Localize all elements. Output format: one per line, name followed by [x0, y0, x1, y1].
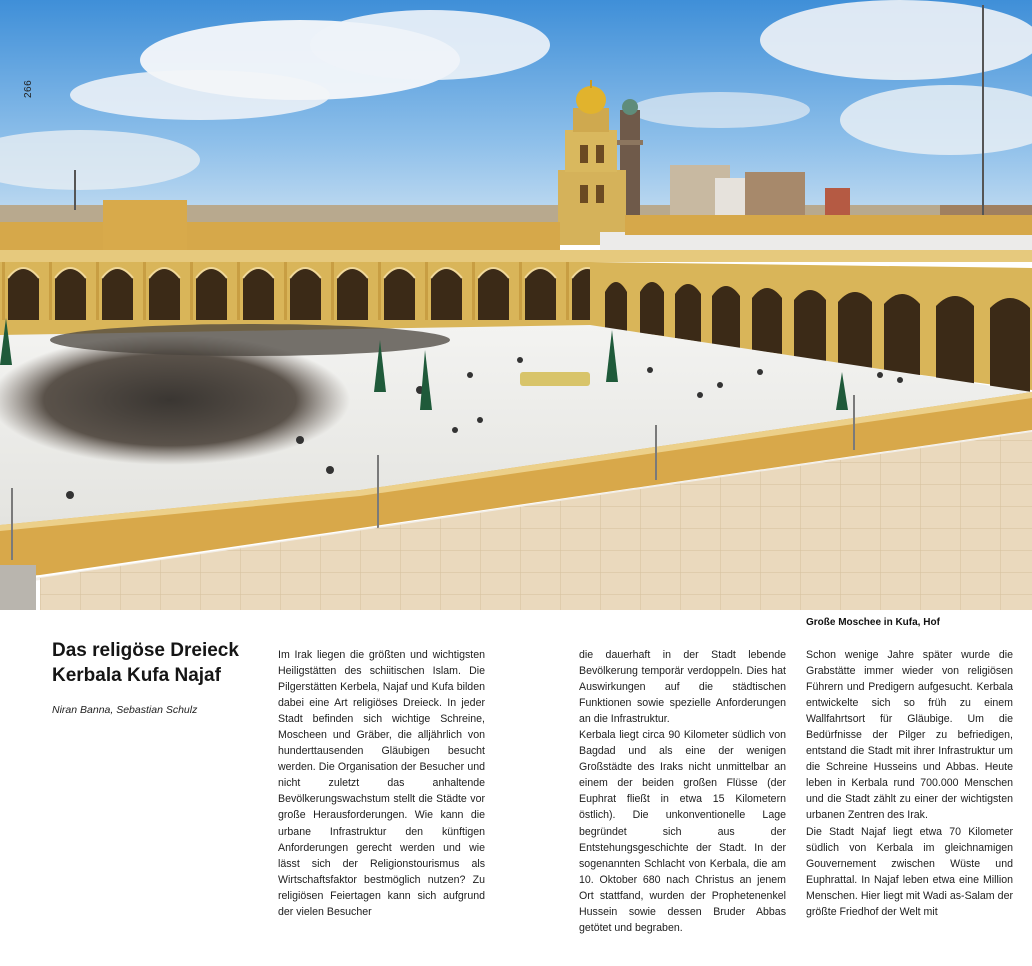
paragraph: Im Irak liegen die größten und wichtigsten Heiligstätten des schiitischen Islam. Die Pilgerstätten Kerbela, Najaf und Kufa bilden dabei eine Art religiöses Dreieck. In jeder Stadt befinden sich wichtige Schreine, Moscheen und Gräber, die alljährlich von hunderttausenden Gläubigen besucht werden. Die Organisation der Besucher und nicht zuletzt das anhaltende Bevölkerungswachstum stellt die Städte vor große Herausforderungen. Wie kann die urbane Infrastruktur den künftigen Anforderungen gerecht werden und wie lässt sich der Religionstourismus als Wirtschaftsfaktor bestmöglich nutzen? Zu religiösen Feiertagen kann sich aufgrund der vielen Besucher: [278, 649, 485, 918]
text-column-3: [806, 647, 1013, 920]
paragraph: Kerbala liegt circa 90 Kilometer südlich von Bagdad und als eine der wenigen Großstädte des Iraks nicht unmittelbar an einem der beiden großen Flüsse (der Euphrat fließt in etwa 15 Kilometern östlich). Die unkonventionelle Lage begründet sich aus der Entstehungsgeschichte der Stadt. In der sogenannten Schlacht von Kerbala, die am 10. Oktober 680 nach Christus an jenem Ort stattfand, wurden der Prophetenenkel Hussein sowie dessen Bruder Abbas getötet und begraben.: [579, 729, 786, 934]
title-line-1: Das religöse Dreieck: [52, 640, 239, 661]
article-title: [52, 638, 262, 688]
text-column-2: [579, 647, 786, 936]
title-line-2: Kerbala Kufa Najaf: [52, 665, 221, 686]
photo-caption: Große Moschee in Kufa, Hof: [806, 617, 940, 628]
paragraph: Schon wenige Jahre später wurde die Grabstätte immer wieder von religiösen Führern und Predigern aufgesucht. Kerbala entwickelte sich so früh zu einem Wallfahrtsort für Gläubige. Um die Bedürfnisse der Pilger zu befriedigen, entstand die Stadt mit ihrer Infrastruktur um die Schreine Husseins und Abbas. Heute leben in Kerbala rund 700.000 Menschen und die Stadt zählt zu einer der wichtigsten urbanen Zentren des Irak.: [806, 649, 1013, 822]
article-authors: Niran Banna, Sebastian Schulz: [52, 704, 198, 716]
page-number: 266: [23, 79, 34, 98]
page-number-block: [12, 58, 34, 98]
text-column-1: [278, 647, 485, 920]
paragraph: die dauerhaft in der Stadt lebende Bevölkerung temporär verdoppeln. Dies hat Auswirkungen auf die städtischen Funktionen sowie spezielle Anforderungen an die Infrastruktur.: [579, 649, 786, 726]
paragraph: Die Stadt Najaf liegt etwa 70 Kilometer südlich von Kerbala im gleichnamigen Gouvernement zwischen Wüste und Euphrattal. In Najaf leben etwa eine Million Menschen. Hier liegt mit Wadi as-Salam der größte Friedhof der Welt mit: [806, 825, 1013, 918]
